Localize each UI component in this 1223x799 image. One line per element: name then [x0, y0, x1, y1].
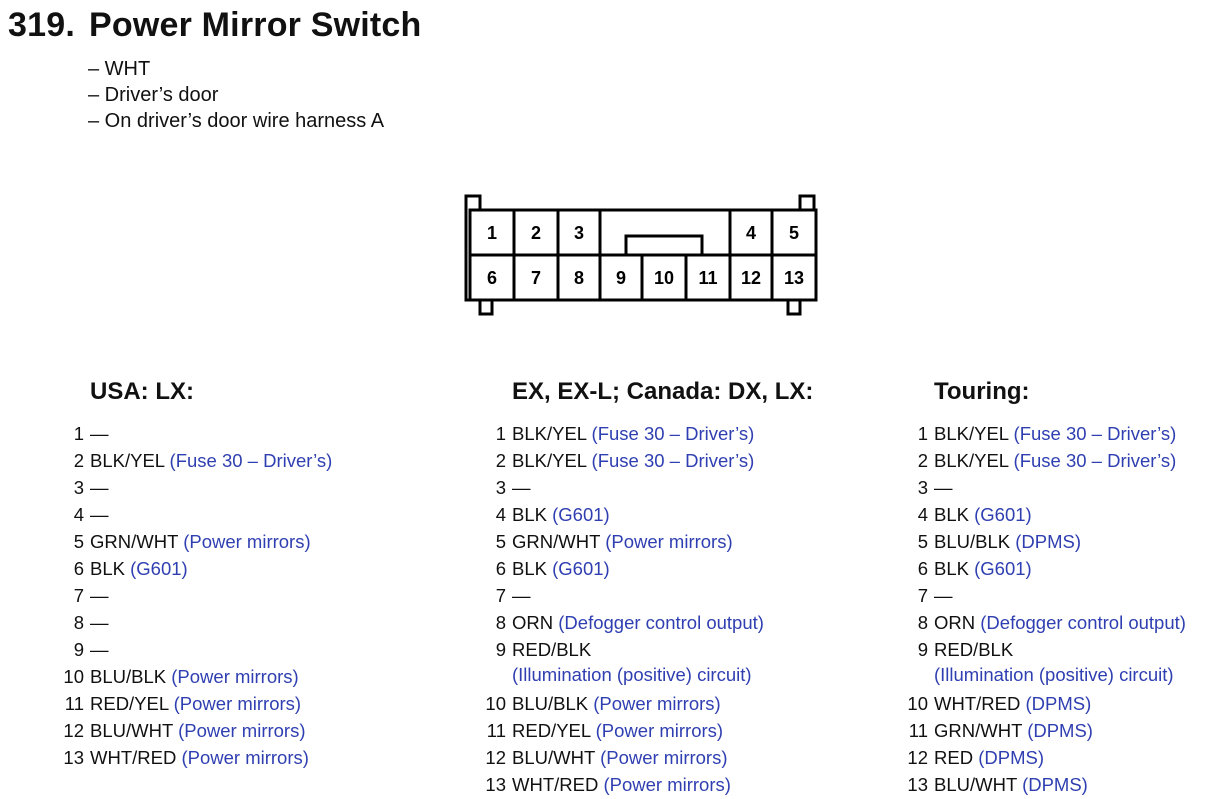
- wire-color: BLK: [512, 558, 547, 579]
- pin-list: [480, 420, 813, 798]
- pin-row: [480, 771, 813, 798]
- pin-description: [90, 663, 299, 690]
- pin-description: [512, 582, 531, 609]
- page-title: [8, 6, 422, 45]
- pin-description: [934, 474, 953, 501]
- circuit-note: (G601): [974, 558, 1032, 579]
- pin-row: [902, 501, 1186, 528]
- wire-color: —: [90, 423, 109, 444]
- pin-description: [512, 528, 733, 555]
- pin-description: [512, 555, 610, 582]
- wire-color: RED/YEL: [512, 720, 591, 741]
- pin-number: 1: [495, 423, 506, 444]
- pin-description: [512, 744, 728, 771]
- pin-number: 8: [495, 612, 506, 633]
- pin-number: 4: [495, 504, 506, 525]
- pin-number: 7: [917, 585, 928, 606]
- wire-color: BLU/BLK: [512, 693, 589, 714]
- wire-color: WHT/RED: [512, 774, 599, 795]
- pin-row: [60, 663, 332, 690]
- pin-row: [902, 717, 1186, 744]
- pin-description: [934, 690, 1091, 717]
- pin-row: [480, 501, 813, 528]
- pin-number: 1: [917, 423, 928, 444]
- pin-description: [512, 447, 754, 474]
- circuit-note: (Fuse 30 – Driver’s): [591, 450, 755, 471]
- pin-number: 6: [917, 558, 928, 579]
- pin-description: [90, 447, 332, 474]
- circuit-note: (Fuse 30 – Driver’s): [169, 450, 333, 471]
- wire-color: GRN/WHT: [934, 720, 1023, 741]
- pin-row: [60, 528, 332, 555]
- pin-label-12: 12: [740, 268, 762, 288]
- pin-number: 2: [917, 450, 928, 471]
- circuit-note: (DPMS): [1022, 774, 1088, 795]
- pin-number: 3: [73, 477, 84, 498]
- pin-description: [512, 771, 731, 798]
- pin-description: [90, 501, 109, 528]
- pin-row: [60, 501, 332, 528]
- pin-row: [480, 717, 813, 744]
- circuit-note: (DPMS): [1025, 693, 1092, 714]
- pin-list: [902, 420, 1186, 798]
- circuit-note: (Fuse 30 – Driver’s): [1013, 450, 1177, 471]
- pin-row: [902, 420, 1186, 447]
- wire-color: —: [90, 477, 109, 498]
- wire-color: —: [90, 585, 109, 606]
- wire-color: BLK: [934, 558, 969, 579]
- wire-color: WHT/RED: [934, 693, 1021, 714]
- pin-description: [934, 501, 1032, 528]
- pin-description: [934, 582, 953, 609]
- connector-face-svg: [458, 188, 828, 320]
- pin-description: [512, 609, 764, 636]
- pin-description: [90, 582, 109, 609]
- pin-list: [60, 420, 332, 771]
- pin-label-13: 13: [783, 268, 805, 288]
- circuit-note: (Power mirrors): [593, 693, 721, 714]
- pin-row: [902, 528, 1186, 555]
- circuit-note: (Power mirrors): [183, 531, 311, 552]
- wire-color: BLK/YEL: [934, 423, 1009, 444]
- pin-row: [902, 744, 1186, 771]
- wire-color: —: [90, 612, 109, 633]
- wire-color: —: [934, 477, 953, 498]
- pin-row: [480, 420, 813, 447]
- wire-color: ORN: [934, 612, 976, 633]
- pin-row: [480, 636, 813, 690]
- pin-row: [480, 474, 813, 501]
- pin-description: [512, 717, 723, 744]
- pin-number: 12: [485, 747, 506, 768]
- pin-description: [934, 744, 1044, 771]
- circuit-note: (Power mirrors): [181, 747, 309, 768]
- connector-key: [626, 236, 702, 255]
- pin-number: 1: [73, 423, 84, 444]
- pin-row: [480, 447, 813, 474]
- pin-label-1: 1: [486, 223, 498, 243]
- circuit-note: (Fuse 30 – Driver’s): [1013, 423, 1177, 444]
- wire-color: —: [512, 477, 531, 498]
- column-heading: EX, EX-L; Canada: DX, LX:: [512, 378, 814, 405]
- wire-color: BLK/YEL: [90, 450, 165, 471]
- circuit-note: (Power mirrors): [603, 774, 731, 795]
- pin-number: 3: [917, 477, 928, 498]
- pin-row: [902, 555, 1186, 582]
- wire-color: RED: [934, 747, 974, 768]
- pin-row: [480, 609, 813, 636]
- circuit-note: (G601): [974, 504, 1032, 525]
- circuit-note: (Power mirrors): [595, 720, 724, 741]
- pin-number: 10: [63, 666, 84, 687]
- pin-description: [90, 690, 301, 717]
- pin-number: 6: [495, 558, 506, 579]
- pin-description: [90, 717, 306, 744]
- circuit-note: (G601): [552, 504, 610, 525]
- column-heading: Touring:: [934, 378, 1030, 405]
- circuit-note-continued: (Illumination (positive) circuit): [512, 664, 752, 685]
- pin-description: [934, 636, 1174, 690]
- pin-row: [480, 555, 813, 582]
- pin-row: [60, 609, 332, 636]
- pin-number: 9: [73, 639, 84, 660]
- pin-row: [60, 717, 332, 744]
- pin-row: [480, 744, 813, 771]
- wire-color: ORN: [512, 612, 554, 633]
- pin-number: 3: [495, 477, 506, 498]
- pin-row: [60, 744, 332, 771]
- pin-row: [902, 582, 1186, 609]
- wire-color: BLU/WHT: [512, 747, 595, 768]
- pin-number: 2: [73, 450, 84, 471]
- pin-description: [512, 501, 610, 528]
- pin-description: [934, 528, 1081, 555]
- pin-label-8: 8: [573, 268, 585, 288]
- pin-row: [480, 528, 813, 555]
- wire-color: BLK: [512, 504, 547, 525]
- pin-number: 10: [907, 693, 928, 714]
- pin-number: 6: [73, 558, 84, 579]
- pin-row: [60, 555, 332, 582]
- pin-row: [902, 447, 1186, 474]
- wire-color: RED/BLK: [934, 639, 1014, 660]
- pin-number: 5: [917, 531, 928, 552]
- circuit-note-continued: (Illumination (positive) circuit): [934, 664, 1174, 685]
- pin-description: [90, 609, 109, 636]
- pin-label-11: 11: [698, 268, 718, 288]
- detail-color: – WHT: [88, 58, 151, 80]
- pin-number: 5: [73, 531, 84, 552]
- pin-number: 11: [64, 693, 84, 714]
- pin-description: [934, 420, 1176, 447]
- pin-description: [90, 636, 109, 663]
- pin-description: [934, 555, 1032, 582]
- pin-label-3: 3: [573, 223, 585, 243]
- circuit-note: (G601): [130, 558, 188, 579]
- pin-row: [60, 474, 332, 501]
- circuit-note: (Power mirrors): [605, 531, 733, 552]
- circuit-note: (Defogger control output): [980, 612, 1186, 633]
- pin-number: 7: [73, 585, 84, 606]
- pin-number: 8: [917, 612, 928, 633]
- wire-color: WHT/RED: [90, 747, 177, 768]
- wire-color: BLK/YEL: [934, 450, 1009, 471]
- pin-row: [902, 690, 1186, 717]
- wire-color: —: [934, 585, 953, 606]
- column-heading: USA: LX:: [90, 378, 194, 405]
- pin-row: [60, 447, 332, 474]
- pin-row: [60, 420, 332, 447]
- pin-number: 4: [917, 504, 928, 525]
- pin-number: 12: [907, 747, 928, 768]
- wire-color: GRN/WHT: [512, 531, 601, 552]
- pin-row: [60, 690, 332, 717]
- pin-description: [512, 420, 754, 447]
- pin-row: [902, 771, 1186, 798]
- pinout-column-usa-lx: [60, 374, 332, 771]
- detail-harness: – On driver’s door wire harness A: [88, 110, 385, 132]
- wire-color: BLK: [90, 558, 125, 579]
- pin-description: [934, 447, 1176, 474]
- wire-color: BLK: [934, 504, 969, 525]
- circuit-note: (DPMS): [1015, 531, 1082, 552]
- pin-number: 9: [917, 639, 928, 660]
- pin-row: [60, 636, 332, 663]
- pin-number: 5: [495, 531, 506, 552]
- pin-number: 13: [63, 747, 84, 768]
- pinout-column-touring: [902, 374, 1186, 798]
- pin-number: 2: [495, 450, 506, 471]
- wire-color: BLU/BLK: [90, 666, 167, 687]
- circuit-note: (Power mirrors): [600, 747, 728, 768]
- pin-number: 8: [73, 612, 84, 633]
- pin-description: [934, 771, 1088, 798]
- wire-color: —: [512, 585, 531, 606]
- pinout-column-ex-exl-canada: [480, 374, 813, 798]
- pin-number: 11: [908, 720, 928, 741]
- pin-label-6: 6: [486, 268, 498, 288]
- circuit-note: (Defogger control output): [558, 612, 764, 633]
- pin-row: [902, 474, 1186, 501]
- pin-number: 13: [485, 774, 506, 795]
- pin-row: [480, 690, 813, 717]
- wire-color: BLU/BLK: [934, 531, 1011, 552]
- pin-row: [902, 609, 1186, 636]
- pin-description: [90, 420, 109, 447]
- pin-number: 10: [485, 693, 506, 714]
- wire-color: RED/YEL: [90, 693, 169, 714]
- wire-color: —: [90, 504, 109, 525]
- pin-row: [480, 582, 813, 609]
- pin-description: [90, 555, 188, 582]
- wire-color: —: [90, 639, 109, 660]
- circuit-note: (Power mirrors): [171, 666, 299, 687]
- wire-color: GRN/WHT: [90, 531, 179, 552]
- pin-number: 7: [495, 585, 506, 606]
- circuit-note: (DPMS): [1027, 720, 1093, 741]
- circuit-note: (Power mirrors): [178, 720, 306, 741]
- wire-color: BLK/YEL: [512, 450, 587, 471]
- connector-details: [88, 56, 384, 134]
- pin-row: [902, 636, 1186, 690]
- section-number: 319.: [8, 6, 75, 44]
- pin-number: 9: [495, 639, 506, 660]
- circuit-note: (G601): [552, 558, 610, 579]
- pin-number: 4: [73, 504, 84, 525]
- pin-description: [90, 474, 109, 501]
- pin-number: 11: [486, 720, 506, 741]
- pin-label-10: 10: [653, 268, 675, 288]
- circuit-note: (Fuse 30 – Driver’s): [591, 423, 755, 444]
- circuit-note: (DPMS): [978, 747, 1044, 768]
- wire-color: BLK/YEL: [512, 423, 587, 444]
- pin-description: [512, 636, 752, 690]
- pin-description: [512, 474, 531, 501]
- title-text: Power Mirror Switch: [88, 6, 422, 44]
- pin-description: [90, 528, 311, 555]
- pin-number: 12: [63, 720, 84, 741]
- pin-label-7: 7: [530, 268, 542, 288]
- wire-color: RED/BLK: [512, 639, 592, 660]
- pin-label-4: 4: [745, 223, 757, 243]
- pin-description: [934, 717, 1093, 744]
- pin-label-5: 5: [788, 223, 800, 243]
- pin-row: [60, 582, 332, 609]
- pin-label-9: 9: [615, 268, 627, 288]
- pin-number: 13: [907, 774, 928, 795]
- circuit-note: (Power mirrors): [173, 693, 302, 714]
- pin-description: [934, 609, 1186, 636]
- detail-location: – Driver’s door: [88, 84, 219, 106]
- pin-description: [512, 690, 721, 717]
- pin-description: [90, 744, 309, 771]
- pin-label-2: 2: [530, 223, 542, 243]
- connector-diagram: [458, 188, 828, 325]
- wire-color: BLU/WHT: [934, 774, 1017, 795]
- wire-color: BLU/WHT: [90, 720, 173, 741]
